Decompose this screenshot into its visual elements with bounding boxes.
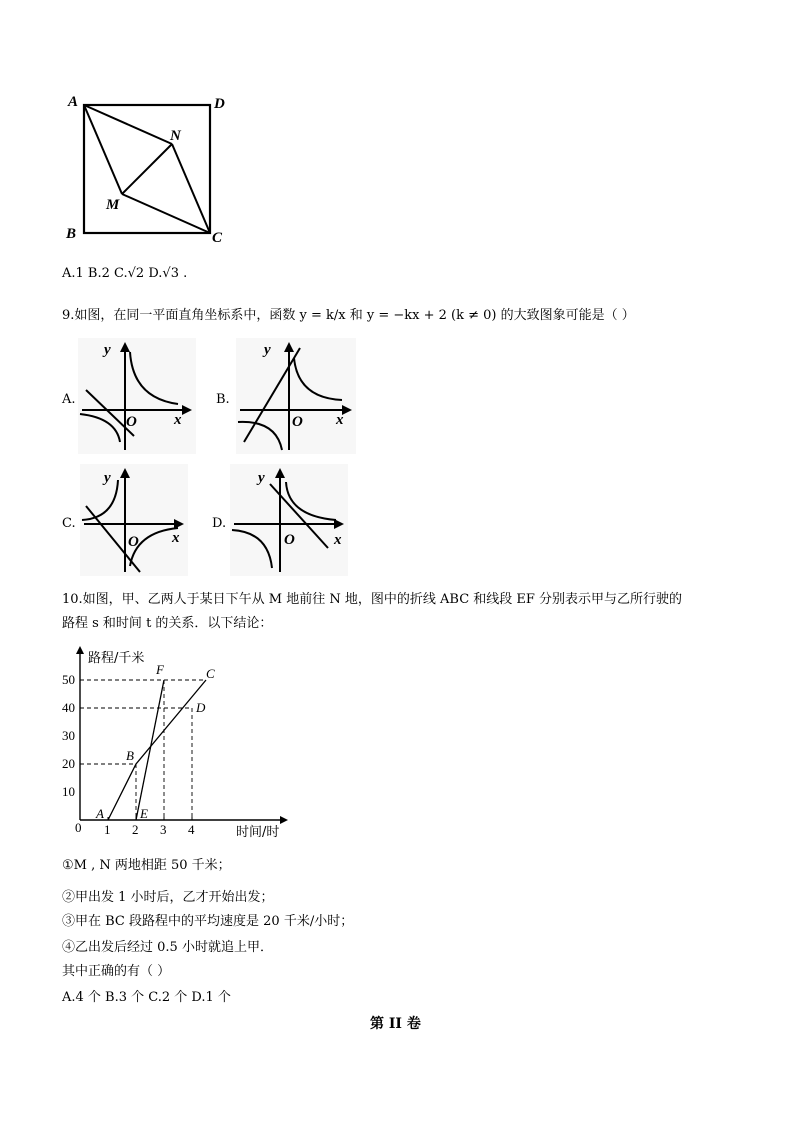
y-tick-label: 40 [62, 700, 75, 715]
q10-stem-line1: 10.如图，甲、乙两人于某日下午从 M 地前往 N 地，图中的折线 ABC 和线段 EF 分别表示甲与乙所行驶的 [62, 592, 683, 607]
label-D: D [214, 96, 225, 112]
y-axis-label: y [104, 342, 111, 358]
series-ABC [108, 680, 206, 820]
point-label-A: A [96, 806, 104, 821]
section-title: 第 II 卷 [370, 1016, 421, 1032]
q10-options: A.4 个 B.3 个 C.2 个 D.1 个 [62, 990, 231, 1005]
q10-statement-2: ②甲出发 1 小时后，乙才开始出发； [62, 890, 274, 905]
x-tick-label: 2 [132, 822, 139, 837]
label-N: N [170, 128, 181, 144]
q9-graph-B [236, 338, 356, 454]
origin-label: O [128, 534, 139, 550]
origin-label: O [292, 414, 303, 430]
y-axis-label: y [258, 470, 265, 486]
point-label-E: E [140, 806, 148, 821]
x-tick-label: 4 [188, 822, 195, 837]
chart-ylabel: 路程/千米 [88, 651, 145, 666]
q9-option-D-label: D. [212, 516, 227, 531]
q8-options: A.1 B.2 C.√2 D.√3 . [62, 266, 188, 281]
q9-graph-D [230, 464, 348, 576]
q10-statement-4: ④乙出发后经过 0.5 小时就追上甲． [62, 940, 273, 955]
y-tick-label: 30 [62, 728, 75, 743]
q9-option-C-label: C. [62, 516, 76, 531]
label-M: M [106, 197, 120, 213]
point-label-B: B [126, 748, 134, 763]
label-A: A [68, 94, 79, 110]
q9-graph-A [78, 338, 196, 454]
q9-graph-C [80, 464, 188, 576]
segment-MN [122, 144, 172, 194]
y-tick-label: 10 [62, 784, 75, 799]
square-figure [60, 90, 240, 250]
y-tick-label: 50 [62, 672, 75, 687]
x-axis-label: x [336, 412, 344, 428]
chart-xlabel: 时间/时 [236, 825, 280, 840]
x-axis-label: x [334, 532, 342, 548]
point-label-F: F [156, 662, 164, 677]
point-label-C: C [206, 666, 215, 681]
q9-option-B-label: B. [216, 392, 230, 407]
label-C: C [212, 230, 223, 246]
q9-stem: 9.如图，在同一平面直角坐标系中，函数 y = k/x 和 y = −kx + 2 (k ≠ 0) 的大致图象可能是（ ） [62, 308, 635, 323]
y-axis-label: y [104, 470, 111, 486]
series-EF [136, 680, 164, 820]
q10-statement-1: ①M , N 两地相距 50 千米； [62, 858, 231, 873]
point-label-D: D [196, 700, 206, 715]
y-tick-label: 20 [62, 756, 75, 771]
q9-option-A-label: A. [62, 392, 76, 407]
origin-label: O [126, 414, 137, 430]
label-B: B [66, 226, 77, 242]
x-tick-label: 1 [104, 822, 111, 837]
y-axis-label: y [264, 342, 271, 358]
q10-stem-line2: 路程 s 和时间 t 的关系．以下结论： [62, 616, 273, 631]
x-axis-label: x [174, 412, 182, 428]
x-tick-label: 3 [160, 822, 167, 837]
origin-label: O [284, 532, 295, 548]
q10-chart [60, 640, 300, 840]
q10-question: 其中正确的有（ ） [62, 964, 171, 979]
q10-statement-3: ③甲在 BC 段路程中的平均速度是 20 千米/小时； [62, 914, 354, 929]
chart-origin: 0 [75, 820, 82, 835]
x-axis-label: x [172, 530, 180, 546]
